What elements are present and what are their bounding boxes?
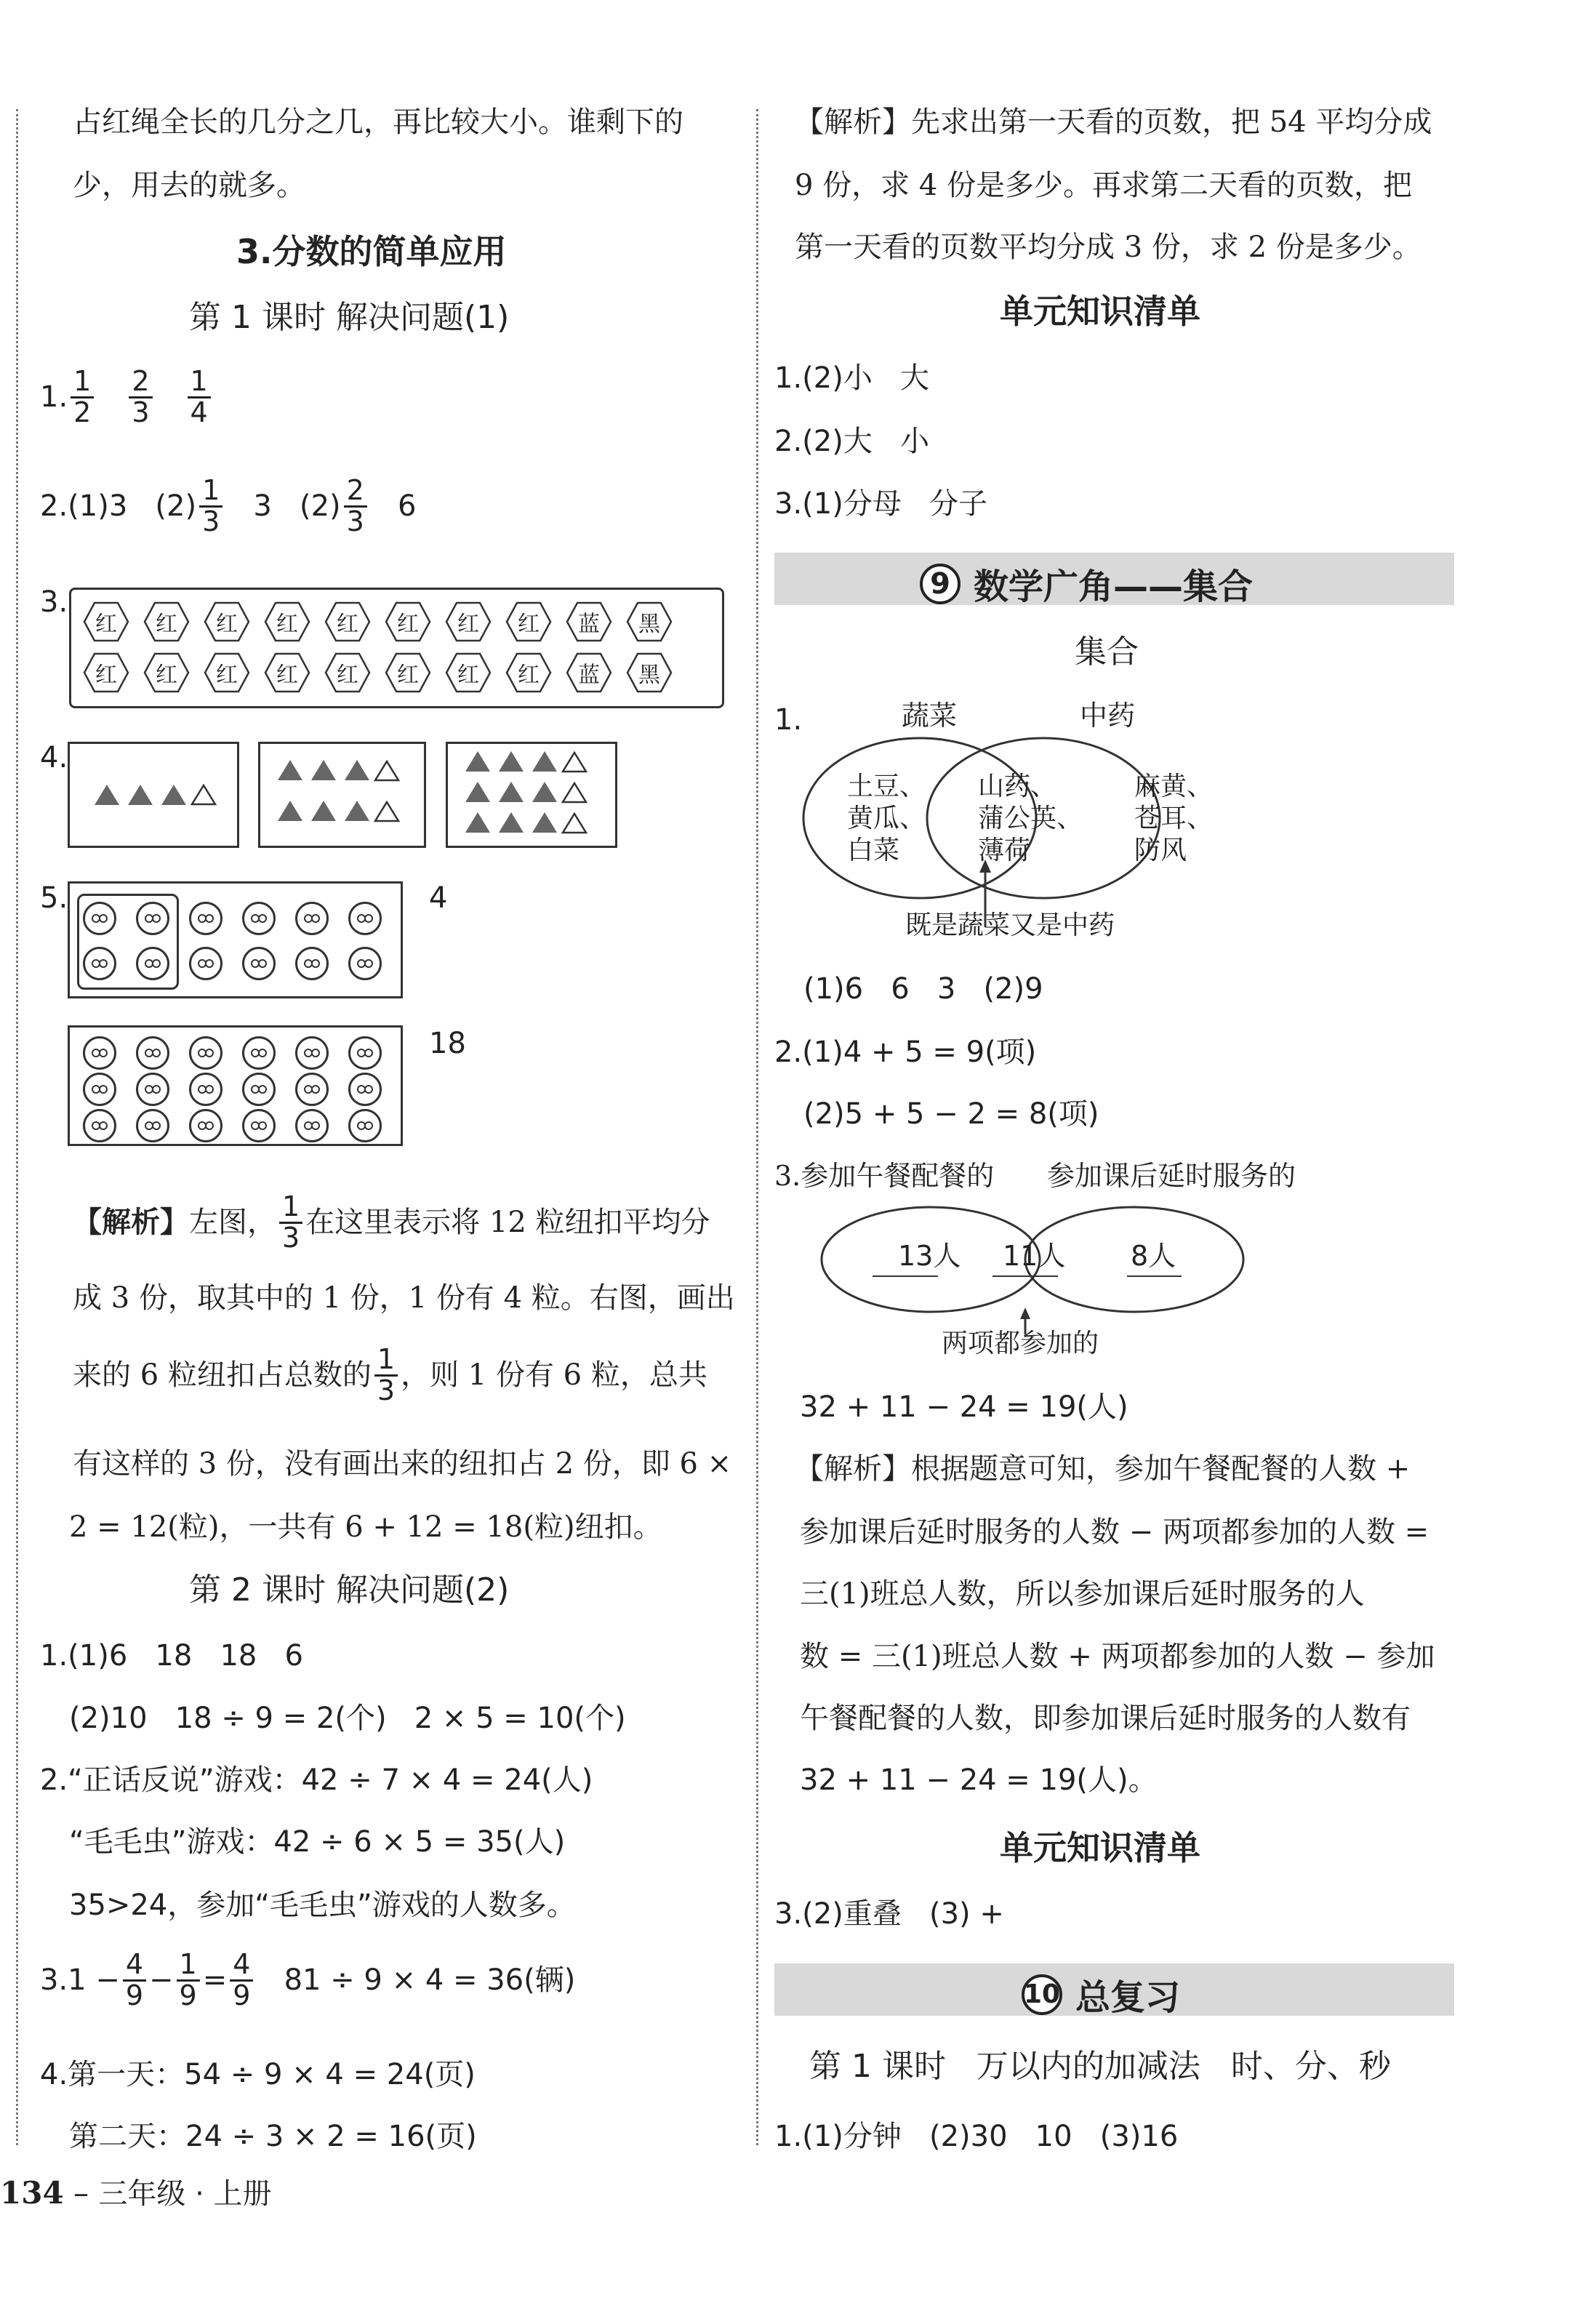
fraction (177, 1950, 200, 2011)
equation-text: − (149, 1963, 174, 1998)
button-icon (189, 1073, 222, 1106)
answer-line: 32 + 11 − 24 = 19(人) (800, 1390, 1128, 1424)
filled-triangle-icon (465, 812, 490, 833)
hexagon-bead (566, 601, 612, 642)
filled-triangle-icon (311, 801, 336, 821)
filled-triangle-icon (345, 801, 369, 821)
page-footer: 134 – 三年级 · 上册 (0, 2175, 272, 2211)
analysis-text: 【解析】先求出第一天看的页数，把 54 平均分成 (795, 105, 1432, 139)
analysis-line: 32 + 11 − 24 = 19(人)。 (800, 1763, 1158, 1797)
grouping-frame (77, 894, 179, 990)
q2-text: 2.(1)3 (2) (40, 489, 197, 524)
lesson-title: 第 2 课时 解决问题(2) (189, 1571, 510, 1609)
hexagon-bead (324, 652, 371, 693)
section-title: 3.分数的简单应用 (236, 232, 507, 271)
equation-text: = (202, 1963, 228, 1998)
analysis-line: 三(1)班总人数，所以参加课后延时服务的人 (800, 1577, 1365, 1611)
summary-title: 单元知识清单 (1000, 292, 1200, 331)
filled-triangle-icon (278, 760, 302, 780)
unit-heading (1022, 1969, 1180, 2019)
hexagon-bead (264, 652, 310, 693)
denominator: 2 (73, 396, 92, 428)
answer-line: (2)10 18 ÷ 9 = 2(个) 2 × 5 = 10(个) (69, 1702, 626, 1735)
answer-line: (2)5 + 5 − 2 = 8(项) (803, 1097, 1099, 1131)
button-icon (83, 1036, 116, 1070)
open-triangle-icon (374, 801, 400, 822)
venn1-left-title: 蔬菜 (902, 700, 958, 732)
bead-color-label: 红 (95, 662, 117, 688)
q1-label: 1. (40, 380, 68, 414)
open-triangle-icon (191, 784, 217, 806)
analysis-text: 来的 6 粒纽扣占总数的 (73, 1358, 372, 1393)
button-icon (348, 902, 382, 935)
fraction (199, 476, 222, 537)
answer-line: 1.(1)6 18 18 6 (40, 1639, 303, 1673)
filled-triangle-icon (499, 782, 524, 802)
q1-answer (40, 367, 214, 428)
button-icon (348, 1109, 382, 1142)
hexagon-bead (143, 652, 190, 693)
venn-item: 麻黄、 (1134, 772, 1214, 801)
hexagon-bead (264, 601, 310, 642)
numerator: 1 (374, 1345, 398, 1377)
venn1-note: 既是蔬菜又是中药 (905, 910, 1115, 940)
hexagon-bead (505, 601, 552, 642)
lesson-title: 第 1 课时 万以内的加减法 时、分、秒 (809, 2048, 1391, 2085)
unit-number-badge: 9 (920, 564, 961, 604)
answer-line: 第二天：24 ÷ 3 × 2 = 16(页) (69, 2120, 477, 2153)
denominator: 3 (346, 505, 364, 537)
open-triangle-icon (561, 751, 588, 773)
button-icon (136, 1036, 169, 1070)
button-icon (189, 1109, 222, 1142)
venn2-left-count: 13人 (898, 1240, 961, 1272)
analysis-line: 有这样的 3 份，没有画出来的纽扣占 2 份，即 6 × (73, 1447, 732, 1481)
numerator: 1 (177, 1950, 200, 1982)
filled-triangle-icon (465, 782, 490, 802)
hexagon-bead (445, 652, 492, 693)
filled-triangle-icon (128, 785, 153, 805)
numerator: 1 (279, 1193, 302, 1224)
denominator: 9 (233, 1979, 251, 2011)
filled-triangle-icon (345, 760, 369, 780)
bead-color-label: 红 (95, 612, 117, 637)
button-icon (189, 902, 222, 935)
text-line: 第一天看的页数平均分成 3 份，求 2 份是多少。 (795, 231, 1421, 264)
column-divider (756, 109, 758, 2145)
button-icon (242, 1109, 276, 1142)
venn-item: 黄瓜、 (847, 804, 926, 833)
answer-line: 1.(2)小 大 (774, 361, 929, 395)
button-icon (295, 902, 329, 935)
bead-color-label: 红 (216, 612, 238, 637)
left-margin-rule (16, 109, 18, 2145)
hexagon-bead (143, 601, 190, 642)
text-line: 占红绳全长的几分之几，再比较大小。谁剩下的 (73, 105, 683, 139)
answer-line: 3.(1)分母 分子 (774, 487, 987, 521)
button-box-1 (68, 881, 403, 998)
answer-line: “毛毛虫”游戏：42 ÷ 6 × 5 = 35(人) (69, 1825, 566, 1859)
analysis-text: 【解析】根据题意可知，参加午餐配餐的人数 + (795, 1452, 1411, 1486)
numerator: 2 (129, 367, 152, 398)
button-icon (348, 1073, 382, 1106)
analysis-text: ，则 1 份有 6 粒，总共 (401, 1358, 707, 1393)
filled-triangle-icon (532, 782, 557, 802)
lesson-title: 集合 (1075, 633, 1139, 670)
answer-line (40, 1950, 575, 2011)
text-line: 9 份，求 4 份是多少。再求第二天看的页数，把 (795, 169, 1413, 202)
analysis-line: 参加课后延时服务的人数 − 两项都参加的人数 = (800, 1515, 1429, 1549)
fraction (129, 367, 152, 428)
filled-triangle-icon (465, 751, 490, 772)
q5-label: 5. (40, 881, 68, 915)
triangle-row (461, 751, 588, 773)
triangle-row (273, 801, 400, 822)
venn1-right-title: 中药 (1080, 700, 1136, 732)
open-triangle-icon (561, 782, 588, 804)
denominator: 3 (282, 1221, 300, 1254)
summary-title: 单元知识清单 (1000, 1828, 1200, 1867)
button-icon (83, 1109, 116, 1142)
venn-item: 山药、 (978, 772, 1057, 801)
analysis-text: 在这里表示将 12 粒纽扣平均分 (305, 1206, 710, 1240)
hexagon-bead (204, 601, 250, 642)
bead-color-label: 红 (276, 662, 298, 688)
denominator: 9 (179, 1979, 197, 2011)
bead-color-label: 红 (397, 612, 419, 637)
filled-triangle-icon (278, 801, 302, 821)
venn-item: 防风 (1134, 836, 1187, 865)
bead-color-label: 红 (397, 662, 419, 688)
analysis-line: 2 = 12(粒)，一共有 6 + 12 = 18(粒)纽扣。 (69, 1510, 662, 1544)
filled-triangle-icon (311, 760, 336, 780)
venn-diagram-2 (814, 1200, 1280, 1345)
triangle-row (461, 782, 588, 804)
hexagon-bead (204, 652, 250, 693)
arrow-head-icon (1020, 1307, 1030, 1319)
unit-banner (774, 1963, 1454, 2016)
answer-line: 2.(2)大 小 (774, 425, 929, 458)
answer-line: 4.第一天：54 ÷ 9 × 4 = 24(页) (40, 2058, 476, 2091)
q2-text: 6 (369, 489, 417, 524)
filled-triangle-icon (161, 785, 186, 805)
button-icon (295, 1109, 329, 1142)
bead-color-label: 红 (337, 612, 358, 637)
bead-color-label: 黑 (638, 612, 660, 637)
numerator: 2 (344, 476, 367, 508)
bead-color-label: 红 (337, 662, 358, 688)
text-line (795, 105, 1432, 139)
fraction (344, 476, 367, 537)
equation-text: 3.1 − (40, 1963, 120, 1998)
fraction (188, 367, 211, 428)
hexagon-bead (626, 601, 673, 642)
analysis-line: 午餐配餐的人数，即参加课后延时服务的人数有 (800, 1702, 1411, 1735)
grade-label: 三年级 · 上册 (98, 2177, 272, 2211)
button-icon (189, 1036, 222, 1070)
denominator: 4 (190, 396, 208, 428)
analysis-line (73, 1345, 707, 1406)
open-triangle-icon (374, 760, 400, 782)
button-icon (242, 1073, 276, 1106)
button-icon (136, 1109, 169, 1142)
triangle-box-1 (68, 742, 239, 848)
open-triangle-icon (561, 812, 588, 834)
button-icon (242, 1036, 276, 1070)
venn1-mid-items (978, 771, 1083, 867)
numerator: 1 (199, 476, 222, 508)
button-icon (83, 1073, 116, 1106)
venn1-label: 1. (774, 703, 803, 737)
numerator: 1 (71, 367, 94, 398)
denominator: 9 (125, 1979, 144, 2011)
analysis-line: 数 = 三(1)班总人数 + 两项都参加的人数 − 参加 (800, 1640, 1435, 1673)
q5-answer-2: 18 (429, 1027, 466, 1060)
bead-color-label: 红 (276, 612, 298, 637)
venn-item: 土豆、 (847, 772, 926, 801)
unit-heading (920, 558, 1253, 609)
venn2-mid-count: 11人 (1003, 1240, 1066, 1272)
triangle-box-3 (446, 742, 617, 848)
bead-color-label: 红 (216, 662, 238, 688)
venn2-left-title: 3.参加午餐配餐的 (774, 1160, 995, 1192)
unit-title: 数学广角——集合 (974, 566, 1254, 607)
fraction (123, 1950, 146, 2011)
bead-color-label: 红 (518, 612, 540, 637)
bead-color-label: 蓝 (578, 662, 600, 688)
text-line: 少，用去的就多。 (73, 169, 305, 202)
hexagon-bead (626, 652, 673, 693)
bead-color-label: 红 (518, 662, 540, 688)
triangle-row (273, 760, 400, 782)
answer-line: 35>24，参加“毛毛虫”游戏的人数多。 (69, 1889, 576, 1922)
q2-answer (40, 476, 416, 537)
bead-color-label: 黑 (638, 662, 660, 688)
filled-triangle-icon (95, 785, 119, 805)
triangle-row (461, 812, 588, 834)
fraction (279, 1190, 302, 1254)
filled-triangle-icon (499, 751, 524, 772)
analysis-line (795, 1452, 1411, 1486)
q5-answer-1: 4 (429, 881, 448, 915)
hexagon-bead (83, 652, 129, 693)
numerator: 4 (123, 1950, 146, 1982)
fraction (71, 367, 94, 428)
unit-banner (774, 553, 1454, 605)
button-icon (348, 1036, 382, 1070)
denominator: 3 (132, 396, 150, 428)
button-box-2 (68, 1025, 403, 1146)
equation-text: 81 ÷ 9 × 4 = 36(辆) (256, 1963, 576, 1998)
analysis-tag: 【解析】 (73, 1205, 189, 1240)
bead-color-label: 红 (156, 612, 177, 637)
venn2-note: 两项都参加的 (942, 1329, 1099, 1358)
analysis-line (73, 1190, 710, 1254)
lesson-title: 第 1 课时 解决问题(1) (189, 299, 510, 336)
hexagon-bead (385, 601, 431, 642)
bead-color-label: 红 (156, 662, 177, 688)
hexagon-bead (566, 652, 612, 693)
unit-number-badge: 10 (1022, 1974, 1062, 2015)
venn-item: 白菜 (847, 836, 900, 865)
filled-triangle-icon (532, 812, 557, 833)
answer-line: 2.(1)4 + 5 = 9(项) (774, 1036, 1037, 1069)
analysis-text: 左图， (189, 1206, 276, 1240)
venn-item: 薄荷 (978, 836, 1031, 865)
denominator: 3 (377, 1374, 396, 1406)
button-icon (242, 902, 276, 935)
triangle-box-2 (258, 742, 426, 848)
filled-triangle-icon (499, 812, 524, 833)
venn2-right-title: 参加课后延时服务的 (1047, 1160, 1296, 1192)
answer-line: 3.(2)重叠 (3) + (774, 1897, 1004, 1931)
fraction (230, 1950, 253, 2011)
unit-title: 总复习 (1075, 1977, 1181, 2018)
q3-label: 3. (40, 585, 68, 619)
button-icon (295, 947, 329, 980)
fraction (374, 1345, 398, 1406)
venn2-right-count: 8人 (1131, 1240, 1176, 1272)
button-icon (136, 1073, 169, 1106)
hexagon-figure (69, 588, 724, 708)
hexagon-bead (505, 652, 552, 693)
button-icon (295, 1036, 329, 1070)
analysis-line: 成 3 份，取其中的 1 份，1 份有 4 粒。右图，画出 (73, 1281, 735, 1315)
answer-line: 2.“正话反说”游戏：42 ÷ 7 × 4 = 24(人) (40, 1763, 593, 1797)
venn1-right-items (1134, 771, 1213, 867)
button-icon (242, 947, 276, 980)
hexagon-bead (324, 601, 371, 642)
venn-item: 苍耳、 (1134, 804, 1214, 833)
venn1-left-items (847, 771, 926, 867)
filled-triangle-icon (532, 751, 557, 772)
answer-line: 1.(1)分钟 (2)30 10 (3)16 (774, 2120, 1179, 2153)
bead-color-label: 蓝 (578, 612, 600, 637)
hexagon-bead (83, 601, 129, 642)
q2-text: 3 (2) (225, 489, 341, 524)
venn-item: 蒲公英、 (978, 804, 1083, 833)
bead-color-label: 红 (457, 612, 479, 637)
hexagon-bead (445, 601, 492, 642)
hexagon-bead (385, 652, 431, 693)
answer-line: (1)6 6 3 (2)9 (803, 972, 1043, 1006)
bead-color-label: 红 (457, 662, 479, 688)
numerator: 4 (230, 1950, 253, 1982)
button-icon (295, 1073, 329, 1106)
denominator: 3 (202, 505, 220, 537)
button-icon (348, 947, 382, 980)
q4-label: 4. (40, 741, 68, 774)
numerator: 1 (188, 367, 211, 398)
page-number: 134 (0, 2175, 64, 2211)
button-icon (189, 947, 222, 980)
